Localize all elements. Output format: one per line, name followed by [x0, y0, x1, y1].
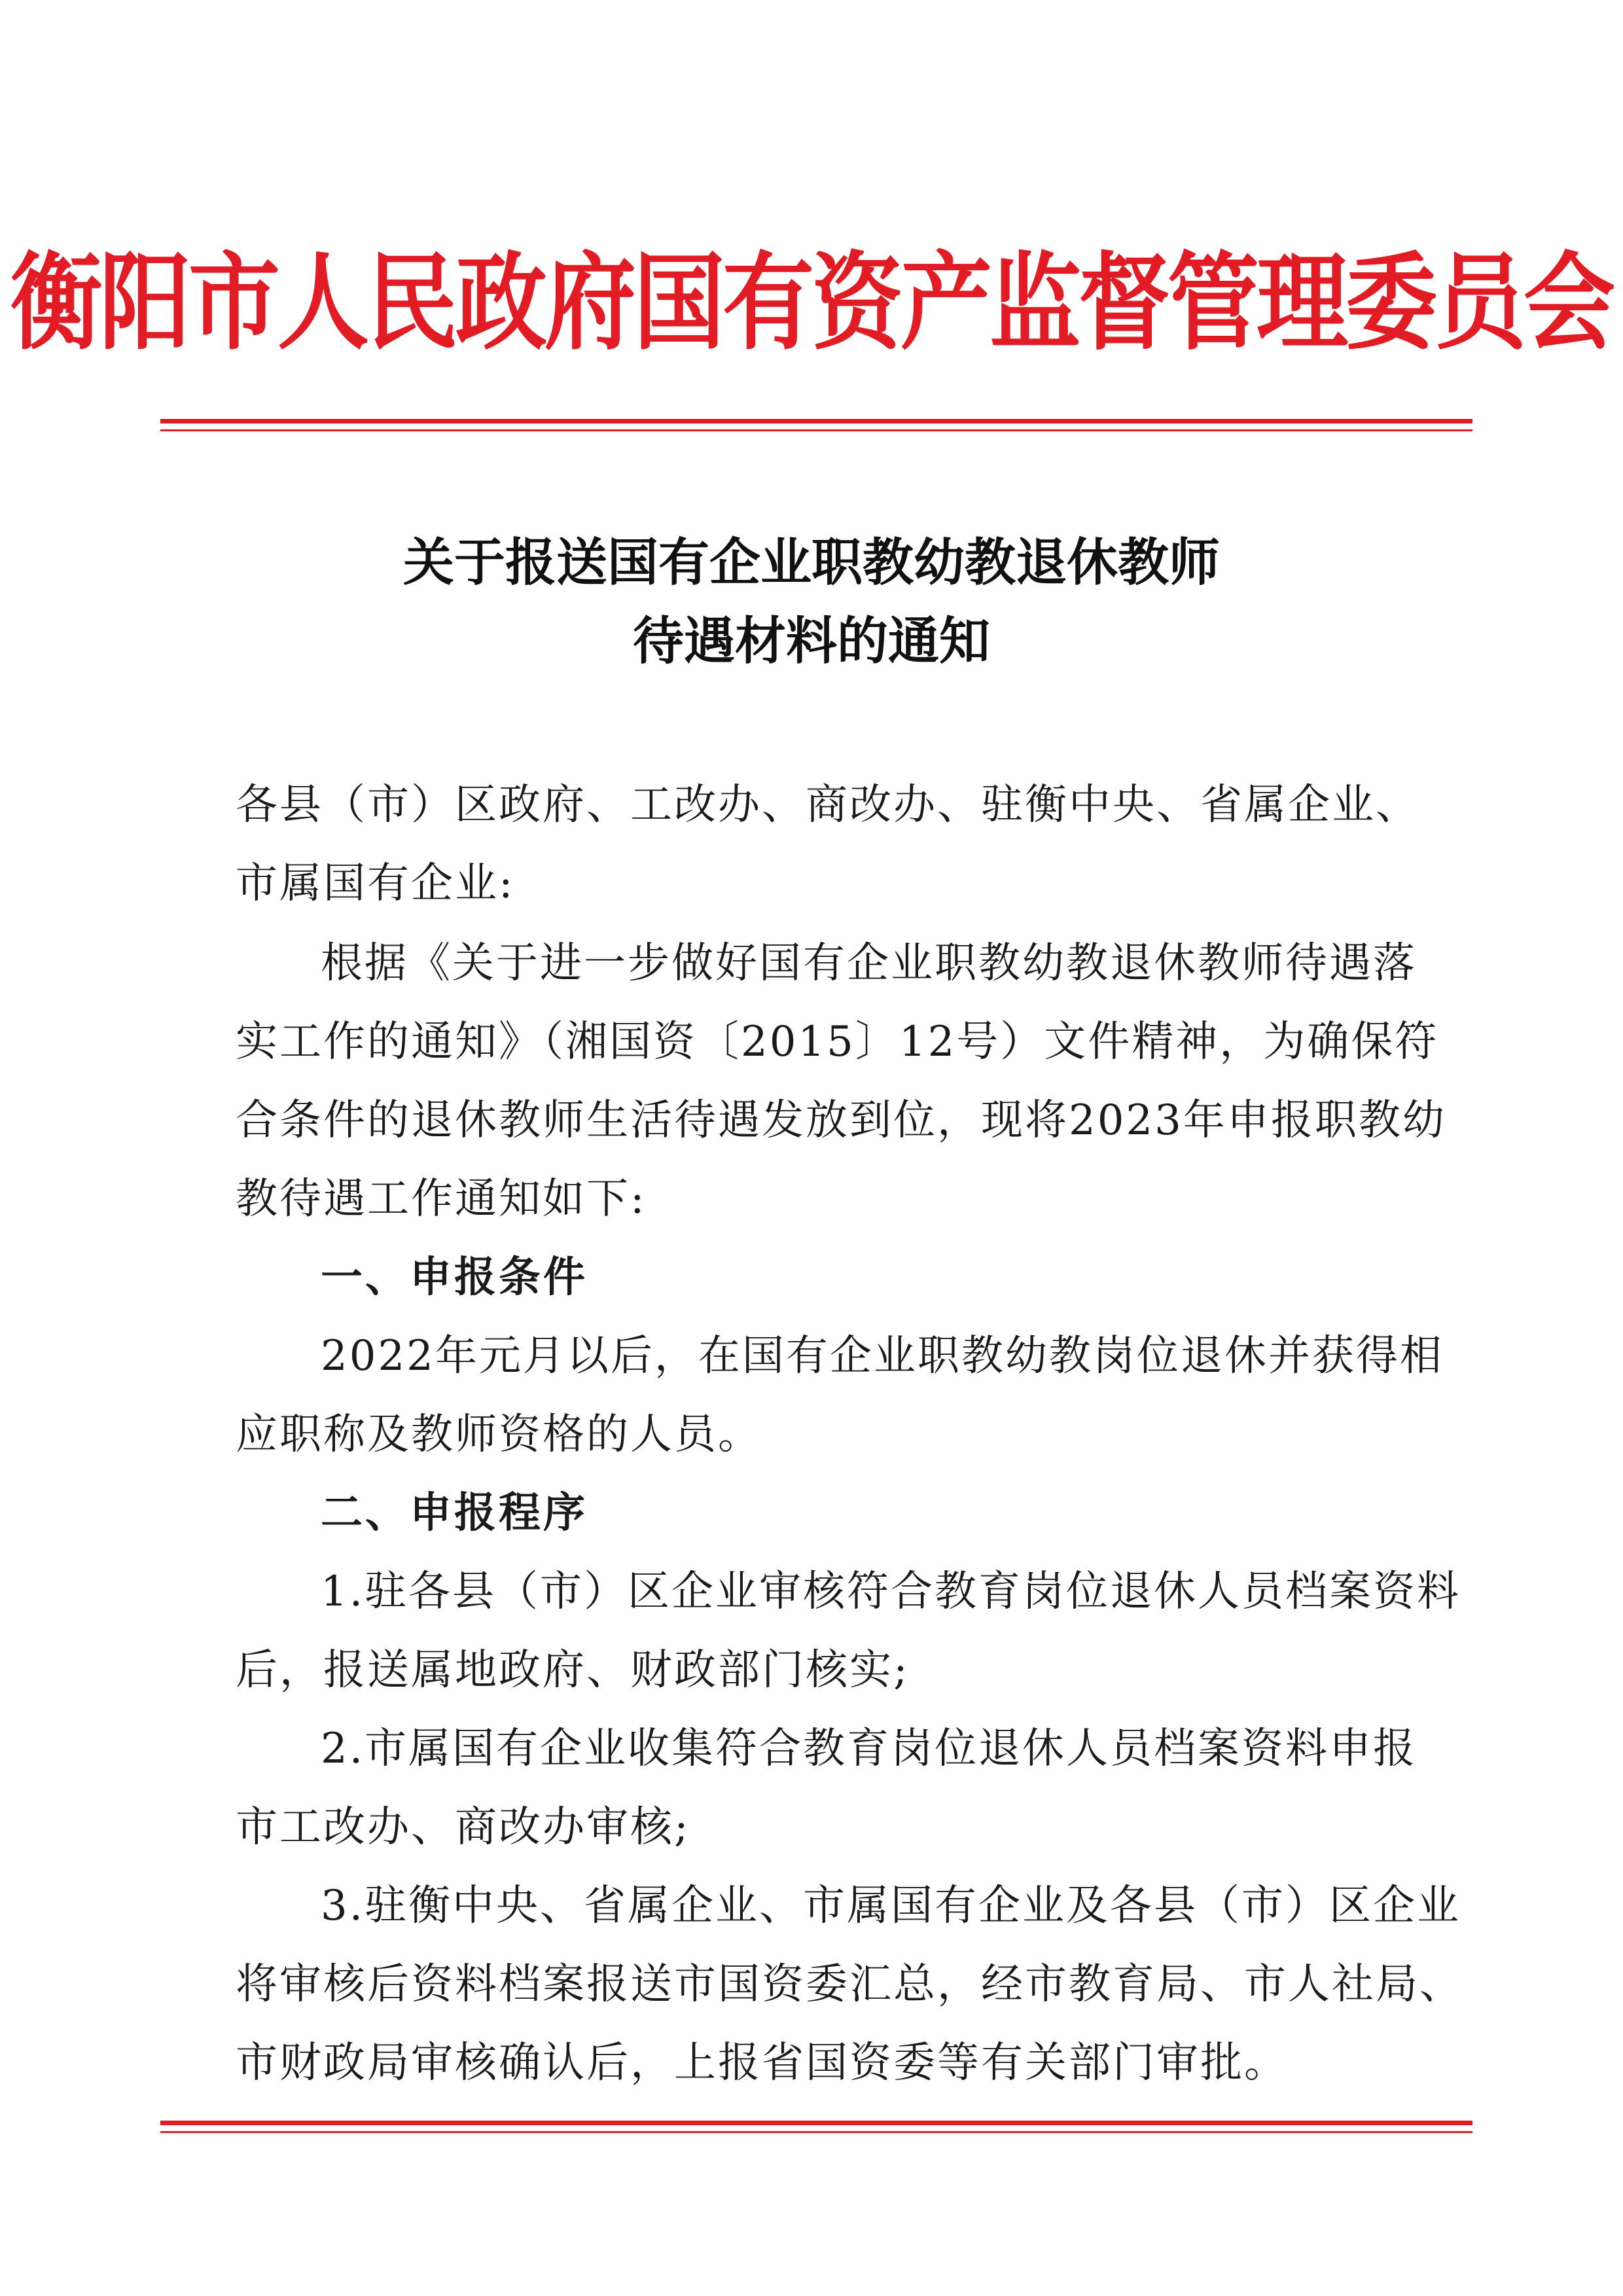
list-item-line: 3.驻衡中央、省属企业、市属国有企业及各县（市）区企业	[321, 1882, 1461, 1930]
header-rule-thick	[160, 419, 1472, 423]
document-title-line2: 待遇材料的通知	[632, 611, 990, 671]
paragraph-line: 合条件的退休教师生活待遇发放到位，现将2023年申报职教幼	[236, 1096, 1446, 1145]
addressee-line: 市属国有企业:	[236, 859, 515, 908]
list-item-line: 后，报送属地政府、财政部门核实;	[236, 1646, 910, 1695]
paragraph-line: 根据《关于进一步做好国有企业职教幼教退休教师待遇落	[321, 939, 1417, 988]
footer-rule-thick	[160, 2121, 1472, 2125]
section-heading: 二、申报程序	[321, 1489, 588, 1537]
section-heading: 一、申报条件	[321, 1253, 588, 1302]
paragraph-line: 实工作的通知》（湘国资〔2015〕12号）文件精神，为确保符	[236, 1018, 1439, 1066]
addressee-line: 各县（市）区政府、工改办、商改办、驻衡中央、省属企业、	[236, 781, 1419, 829]
list-item-line: 1.驻各县（市）区企业审核符合教育岗位退休人员档案资料	[321, 1568, 1461, 1616]
paragraph-line: 应职称及教师资格的人员。	[236, 1410, 762, 1459]
list-item-line: 2.市属国有企业收集符合教育岗位退休人员档案资料申报	[321, 1725, 1418, 1773]
list-item-line: 市工改办、商改办审核;	[236, 1803, 690, 1852]
paragraph-line: 教待遇工作通知如下:	[236, 1175, 647, 1223]
document-title-line1: 关于报送国有企业职教幼教退休教师	[402, 533, 1220, 592]
paragraph-line: 2022年元月以后，在国有企业职教幼教岗位退休并获得相	[321, 1332, 1444, 1380]
header-rule-thin	[160, 429, 1472, 431]
list-item-line: 市财政局审核确认后，上报省国资委等有关部门审批。	[236, 2039, 1288, 2087]
footer-rule-thin	[160, 2131, 1472, 2133]
list-item-line: 将审核后资料档案报送市国资委汇总，经市教育局、市人社局、	[236, 1960, 1463, 2009]
letterhead-organization: 衡阳市人民政府国有资产监督管理委员会	[10, 242, 1613, 365]
